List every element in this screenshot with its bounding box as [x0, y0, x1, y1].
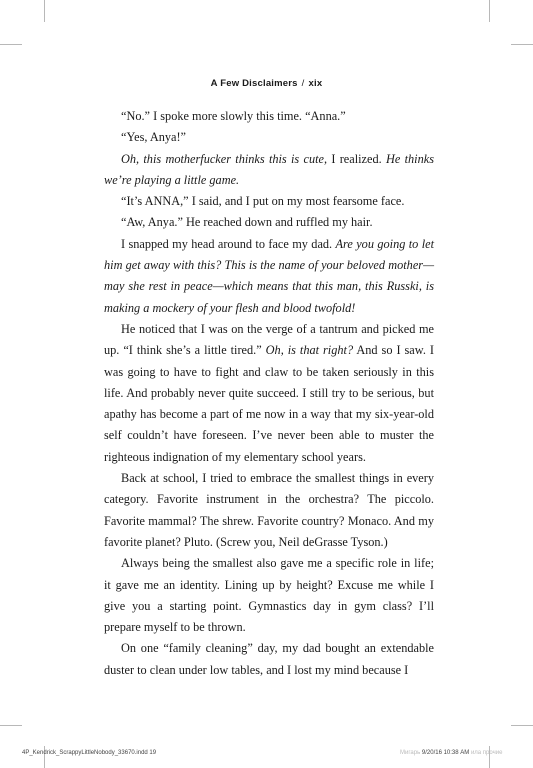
text-run: “Aw, Anya.” He reached down and ruffled my hair. [121, 215, 373, 230]
paragraph [104, 106, 434, 127]
text-run: And so I saw. I was going to have to fight and claw to be taken seriously in this life. And probably never quite succeed. I still try to be serious, but apathy has become a part of me now in a way that my six-year-old self couldn’t have foreseen. I’ve never been able to muster the righteous indignation of my elementary school years. [104, 343, 434, 464]
watermark-text-2: ила прочие [470, 750, 503, 756]
paragraph [104, 468, 434, 553]
print-slug-date [400, 750, 502, 756]
paragraph [104, 553, 434, 638]
text-run: “Yes, Anya!” [121, 130, 187, 145]
crop-mark-top-right-v [489, 0, 490, 22]
paragraph [104, 127, 434, 148]
crop-mark-bottom-left-h [0, 725, 22, 726]
paragraph [104, 319, 434, 468]
paragraph [104, 191, 434, 212]
text-run: Always being the smallest also gave me a specific role in life; it gave me an identity. Lining up by height? Excuse me while I give you a starting point. Gymnastics day in gym class? I’ll prepare myself to be thrown. [104, 556, 434, 635]
page-number: xix [308, 78, 323, 89]
text-run: I snapped my head around to face my dad. [121, 236, 336, 251]
crop-mark-bottom-right-h [511, 725, 533, 726]
watermark-text: Мигарь [400, 750, 421, 756]
paragraph [104, 234, 434, 319]
italic-text: Oh, is that right? [265, 343, 354, 358]
text-run: On one “family cleaning” day, my dad bought an extendable duster to clean under low tables, and I lost my mind because I [104, 641, 434, 677]
text-run: Back at school, I tried to embrace the smallest things in every category. Favorite instrument in the orchestra? The piccolo. Favorite mammal? The shrew. Favorite country? Monaco. And my favorite planet? Pluto. (Screw you, Neil deGrasse Tyson.) [104, 471, 434, 549]
text-run: “It’s ANNA,” I said, and I put on my most fearsome face. [121, 194, 405, 209]
print-slug-file: 4P_Kendrick_ScrappyLittleNobody_33670.indd 19 [22, 750, 157, 756]
text-run: “No.” I spoke more slowly this time. “Anna.” [121, 109, 346, 123]
body-text [104, 106, 434, 681]
text-run: He noticed that I was on the verge of a tantrum and picked me up. “I think she’s a little tired.” [104, 321, 434, 358]
slug-date: 9/20/16 10:38 AM [421, 750, 470, 756]
crop-mark-top-left-h [0, 44, 22, 45]
italic-text: Are you going to let him get away with this? This is the name of your beloved mother—may she rest in peace—which means that this man, this Russki, is making a mockery of your flesh and blood twofold! [104, 236, 434, 315]
italic-text: He thinks we’re playing a little game. [104, 151, 434, 187]
paragraph [104, 212, 434, 233]
paragraph [104, 638, 434, 681]
text-run: I realized. [327, 151, 386, 166]
running-head-separator: / [301, 78, 305, 89]
crop-mark-top-right-h [511, 44, 533, 45]
paragraph [104, 149, 434, 192]
italic-text: Oh, this motherfucker thinks this is cute, [121, 151, 328, 166]
chapter-title: A Few Disclaimers [210, 78, 298, 89]
crop-mark-top-left-v [44, 0, 45, 22]
running-head [0, 78, 533, 89]
